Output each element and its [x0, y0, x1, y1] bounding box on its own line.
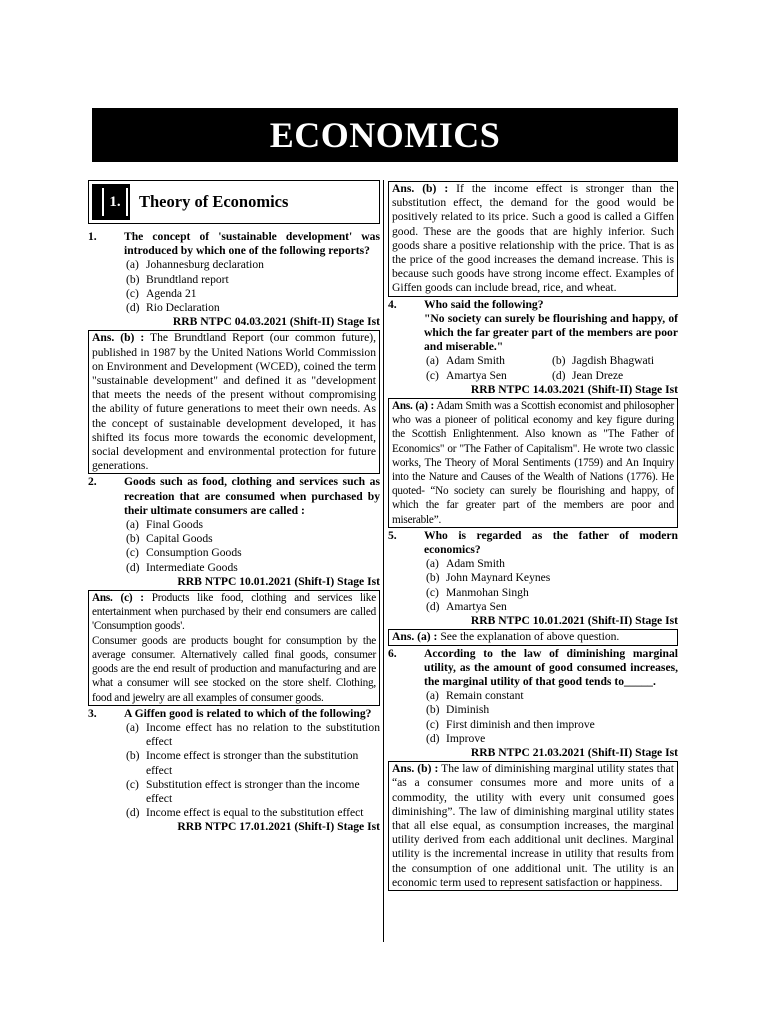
- right-column: [388, 180, 678, 892]
- option: [126, 518, 380, 532]
- option-label: (d): [126, 301, 140, 315]
- answer-text: If the income effect is stronger than the substitution effect, the demand for the good would be positively related to its price. Such a good is called a Giffen good. These are the goods that are highly inferior. Such goods share a positive relationship with the price. That is as the price of the good increases the demand increase. This is because such goods have strong income effect. Examples of Giffen goods can include bread, rice, and wheat.: [392, 182, 674, 295]
- option-text: Brundtland report: [146, 272, 229, 286]
- question-1: [88, 230, 380, 258]
- answer-paragraph: Consumer goods are products bought for consumption by the average consumer. Alternatively called final goods, consumer goods are the end result of production and manufacturing and are what a consumer will see stocked on the store shelf. Clothing, food and jewelry are all examples of consumer goods.: [92, 634, 376, 704]
- option: [552, 354, 678, 368]
- option-label: (c): [426, 368, 439, 382]
- option: [426, 369, 552, 383]
- question-4-options: [388, 354, 678, 382]
- option: [426, 586, 678, 600]
- option-label: (a): [426, 354, 439, 368]
- option: [126, 749, 380, 777]
- option: [126, 561, 380, 575]
- option-text: Income effect is stronger than the substitution effect: [146, 749, 359, 777]
- option-text: Rio Declaration: [146, 301, 220, 315]
- option: [126, 301, 380, 315]
- answer-label: Ans. (b) :: [392, 762, 439, 776]
- option-label: (b): [552, 354, 566, 368]
- answer-label: Ans. (b) :: [392, 182, 449, 195]
- question-number: 4.: [388, 297, 397, 311]
- exam-source: RRB NTPC 21.03.2021 (Shift-II) Stage Ist: [470, 745, 678, 759]
- option-text: Remain constant: [446, 689, 524, 703]
- option-text: Income effect has no relation to the substitution effect: [146, 720, 380, 749]
- question-text: [424, 298, 678, 355]
- column-divider: [383, 180, 384, 942]
- question-3-options: [88, 721, 380, 820]
- option-text: Amartya Sen: [446, 599, 507, 613]
- option-label: (b): [426, 571, 440, 585]
- option-text: Income effect is equal to the substitution effect: [146, 806, 364, 820]
- question-number: 2.: [88, 475, 97, 489]
- option-text: Adam Smith: [446, 354, 505, 368]
- option-label: (d): [426, 599, 440, 613]
- answer-label: Ans. (a) :: [392, 400, 435, 413]
- option-label: (a): [126, 518, 139, 532]
- page-banner: ECONOMICS: [92, 108, 678, 162]
- option-text: First diminish and then improve: [446, 717, 595, 731]
- option-label: (b): [126, 272, 140, 286]
- option-label: (c): [126, 286, 139, 300]
- option-text: Johannesburg declaration: [146, 258, 264, 272]
- question-6: [388, 647, 678, 690]
- option-label: (b): [126, 532, 140, 546]
- answer-text: See the explanation of above question.: [440, 630, 620, 644]
- option-label: (d): [126, 806, 140, 820]
- option-label: (b): [426, 703, 440, 717]
- option-label: (d): [126, 560, 140, 574]
- option-label: (b): [126, 749, 140, 763]
- answer-paragraph: [92, 591, 376, 634]
- option-label: (c): [426, 717, 439, 731]
- option-label: (a): [426, 557, 439, 571]
- option-text: Final Goods: [146, 518, 204, 532]
- exam-source: RRB NTPC 10.01.2021 (Shift-II) Stage Ist: [470, 614, 678, 628]
- answer-box: [388, 761, 678, 891]
- chapter-number-box: [93, 185, 129, 219]
- answer-label: Ans. (a) :: [392, 630, 438, 644]
- exam-source: RRB NTPC 04.03.2021 (Shift-II) Stage Ist: [172, 315, 380, 329]
- option-text: Capital Goods: [146, 532, 213, 546]
- option-text: Agenda 21: [146, 286, 197, 300]
- chapter-title: Theory of Economics: [139, 192, 289, 211]
- option-text: Jean Dreze: [572, 368, 624, 382]
- question-2: [88, 475, 380, 518]
- option-label: (c): [126, 777, 139, 791]
- question-text: Who is regarded as the father of modern economics?: [424, 528, 678, 557]
- option: [126, 546, 380, 560]
- option-label: (a): [426, 689, 439, 703]
- option-label: (d): [552, 368, 566, 382]
- option-label: (a): [126, 258, 139, 272]
- option-text: John Maynard Keynes: [446, 571, 551, 585]
- question-text: The concept of 'sustainable development' was introduced by which one of the following reports?: [124, 230, 380, 258]
- question-number: 1.: [88, 230, 97, 243]
- question-text: A Giffen good is related to which of the following?: [124, 706, 372, 720]
- option-text: Manmohan Singh: [446, 585, 529, 599]
- question-text: According to the law of diminishing marginal utility, as the amount of good consumed increases, the marginal utility of that good tends to_____.: [424, 646, 678, 688]
- option: [552, 369, 678, 383]
- option-text: Jagdish Bhagwati: [572, 354, 655, 368]
- answer-box: [388, 181, 678, 297]
- answer-label: Ans. (b) :: [92, 331, 145, 345]
- option: [126, 273, 380, 287]
- question-quote: "No society can surely be flourishing and happy, of which the far greater part of the members are poor and miserable.": [424, 311, 678, 354]
- option: [426, 354, 552, 368]
- question-5-options: [388, 557, 678, 614]
- option-label: (d): [426, 731, 440, 745]
- option-text: Consumption Goods: [146, 546, 242, 560]
- option: [426, 557, 678, 571]
- option: [426, 703, 678, 717]
- chapter-heading: [88, 180, 380, 224]
- question-number: 6.: [388, 646, 397, 660]
- option-label: (c): [426, 585, 439, 599]
- question-prompt: Who said the following?: [424, 297, 544, 311]
- option: [126, 778, 380, 806]
- option: [126, 721, 380, 749]
- option-text: Amartya Sen: [446, 368, 507, 382]
- left-column: [88, 180, 380, 835]
- option-label: (a): [126, 720, 139, 734]
- question-3: [88, 707, 380, 721]
- answer-box: [388, 629, 678, 645]
- option-text: Adam Smith: [446, 557, 505, 571]
- option-text: Intermediate Goods: [146, 560, 238, 574]
- answer-box: [88, 330, 380, 474]
- option: [426, 571, 678, 585]
- answer-box: [88, 590, 380, 706]
- answer-text: Adam Smith was a Scottish economist and philosopher who was a pioneer of political economy and key figure during the Scottish Enlightenment. Also known as "The Father of Economics" or "The Father of Capitalism". He wrote two classic works, The Theory of Moral Sentiments (1759) and An Inquiry into the Nature and Causes of the Wealth of Nations (1776). He quoted- “No society can surely be flourishing and happy, of which the far greater part of the members are poor and miserable”.: [392, 400, 674, 526]
- option: [426, 718, 678, 732]
- option: [426, 732, 678, 746]
- question-number: 3.: [88, 706, 97, 720]
- question-2-options: [88, 518, 380, 575]
- question-text: Goods such as food, clothing and services such as recreation that are consumed when purchased by their ultimate consumers are called :: [124, 475, 380, 517]
- exam-source: RRB NTPC 17.01.2021 (Shift-I) Stage Ist: [177, 820, 380, 834]
- answer-box: [388, 398, 678, 528]
- answer-text: The Brundtland Report (our common future), published in 1987 by the United Nations World Commission on Environment and Development (WCED), coined the term "sustainable development" and defined it as "development that meets the needs of the present without compromising the ability of future generations to meet their own needs. As the concept of sustainable development developed, it has shifted its focus more towards the economic development, social development and environmental protection for future generations.: [92, 331, 376, 473]
- chapter-number: 1.: [102, 188, 128, 216]
- option: [126, 532, 380, 546]
- question-1-options: [88, 258, 380, 315]
- option-text: Substitution effect is stronger than the income effect: [146, 777, 360, 805]
- option-label: (c): [126, 546, 139, 560]
- question-6-options: [388, 689, 678, 746]
- option: [126, 806, 380, 820]
- option: [126, 287, 380, 301]
- option: [126, 258, 380, 272]
- option: [426, 689, 678, 703]
- option-text: Improve: [446, 731, 486, 745]
- answer-label: Ans. (c) :: [92, 592, 144, 605]
- question-5: [388, 529, 678, 557]
- option: [426, 600, 678, 614]
- answer-text: The law of diminishing marginal utility states that “as a consumer consumes more and more units of a commodity, the utility with every unit consumed goes diminishing”. The law of diminishing marginal utility states that all else equal, as consumption increases, the marginal utility derived from each additional unit declines. Marginal utility is the incremental increase in utility that results from the consumption of one additional unit. The utility is an economic term used to represent satisfaction or happiness.: [392, 762, 675, 889]
- exam-source: RRB NTPC 14.03.2021 (Shift-II) Stage Ist: [470, 382, 678, 396]
- exam-source: RRB NTPC 10.01.2021 (Shift-I) Stage Ist: [177, 574, 380, 588]
- option-text: Diminish: [446, 703, 490, 717]
- answer-text: Products like food, clothing and services like entertainment when purchased by their end consumers are called 'Consumption goods'.: [92, 592, 376, 633]
- question-4: [388, 298, 678, 355]
- question-number: 5.: [388, 528, 397, 542]
